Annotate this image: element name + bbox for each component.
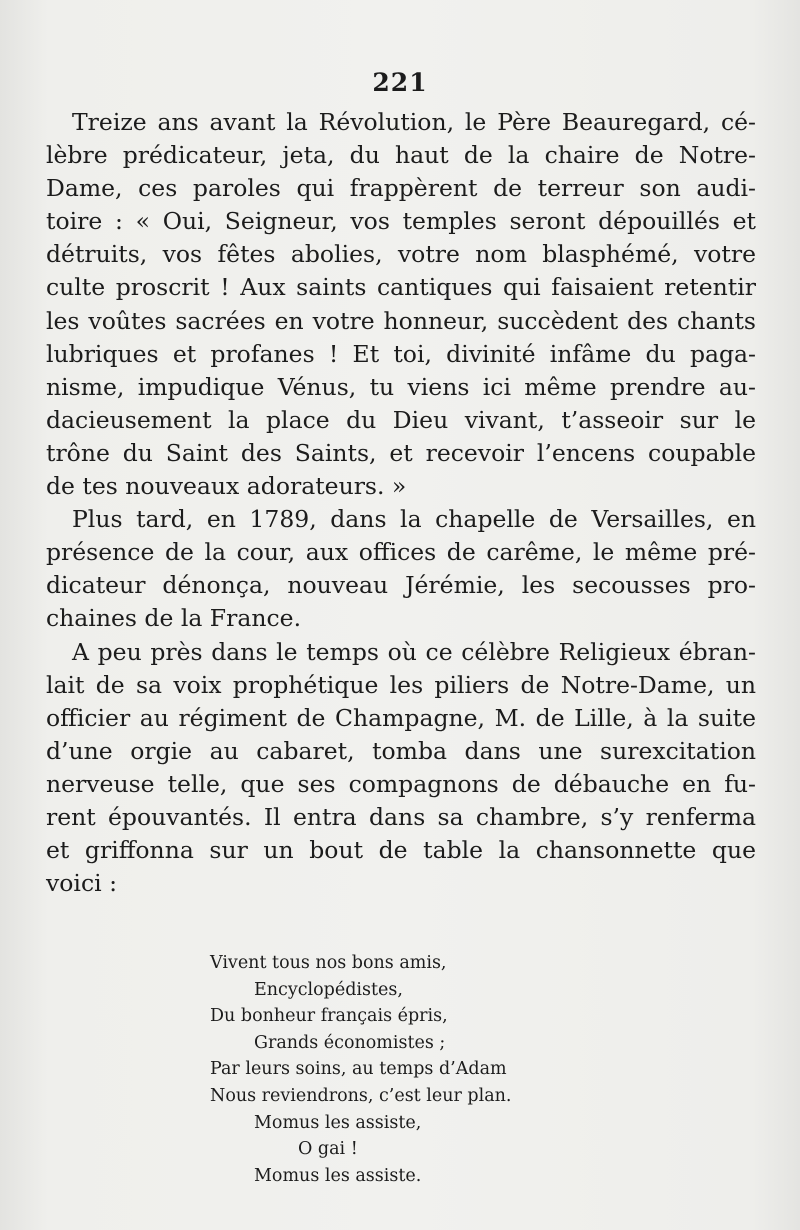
verse-line: Encyclopédistes,	[254, 979, 403, 1000]
verse-line: Du bonheur français épris,	[210, 1006, 448, 1027]
verse-line: Vivent tous nos bons amis,	[210, 953, 447, 973]
text-line: culte proscrit ! Aux saints cantiques qui faisaient retentir	[46, 273, 756, 302]
paragraph-versailles-1789	[46, 503, 756, 635]
paragraph-beauregard-prophecy	[46, 106, 756, 503]
verse-line: Momus les assiste,	[254, 1112, 422, 1133]
prose-body	[46, 106, 756, 900]
verse-line: Momus les assiste.	[254, 1165, 422, 1186]
text-line: lèbre prédicateur, jeta, du haut de la chaire de Notre-	[46, 141, 756, 170]
page-number: 221	[372, 68, 428, 97]
verse-line: Grands économistes ;	[254, 1032, 446, 1053]
text-line: rent épouvantés. Il entra dans sa chambre, s’y renferma	[46, 802, 756, 831]
text-line: les voûtes sacrées en votre honneur, succèdent des chants	[46, 306, 756, 335]
text-line: lait de sa voix prophétique les piliers de Notre-Dame, un	[46, 670, 756, 699]
text-line: dacieusement la place du Dieu vivant, t’asseoir sur le	[46, 405, 756, 434]
text-line: nisme, impudique Vénus, tu viens ici même prendre au-	[46, 372, 756, 401]
text-line: et griffonna sur un bout de table la chansonnette que	[46, 836, 756, 865]
text-line: Treize ans avant la Révolution, le Père Beauregard, cé-	[72, 108, 756, 136]
verse-line: Par leurs soins, au temps d’Adam	[210, 1059, 507, 1080]
text-line: de tes nouveaux adorateurs. »	[46, 472, 407, 501]
song-verse	[210, 950, 570, 1189]
text-line: Plus tard, en 1789, dans la chapelle de Versailles, en	[72, 505, 756, 534]
text-line: A peu près dans le temps où ce célèbre Religieux ébran-	[72, 637, 756, 666]
text-line: officier au régiment de Champagne, M. de Lille, à la suite	[46, 703, 756, 732]
text-line: trône du Saint des Saints, et recevoir l’encens coupable	[46, 438, 756, 467]
text-line: détruits, vos fêtes abolies, votre nom blasphémé, votre	[46, 240, 756, 269]
text-line: chaines de la France.	[46, 604, 302, 633]
text-line: Dame, ces paroles qui frappèrent de terreur son audi-	[46, 174, 756, 203]
text-line: nerveuse telle, que ses compagnons de débauche en fu-	[46, 769, 756, 798]
text-line: toire : « Oui, Seigneur, vos temples seront dépouillés et	[46, 207, 756, 236]
verse-line: Nous reviendrons, c’est leur plan.	[210, 1085, 512, 1106]
paragraph-de-lille	[46, 636, 756, 901]
text-line: d’une orgie au cabaret, tomba dans une surexcitation	[46, 736, 756, 765]
text-line: dicateur dénonça, nouveau Jérémie, les secousses pro-	[46, 571, 756, 600]
text-line: voici :	[46, 869, 118, 898]
text-line: présence de la cour, aux offices de carême, le même pré-	[46, 538, 756, 567]
text-line: lubriques et profanes ! Et toi, divinité infâme du paga-	[46, 339, 756, 368]
verse-line: O gai !	[298, 1139, 358, 1160]
